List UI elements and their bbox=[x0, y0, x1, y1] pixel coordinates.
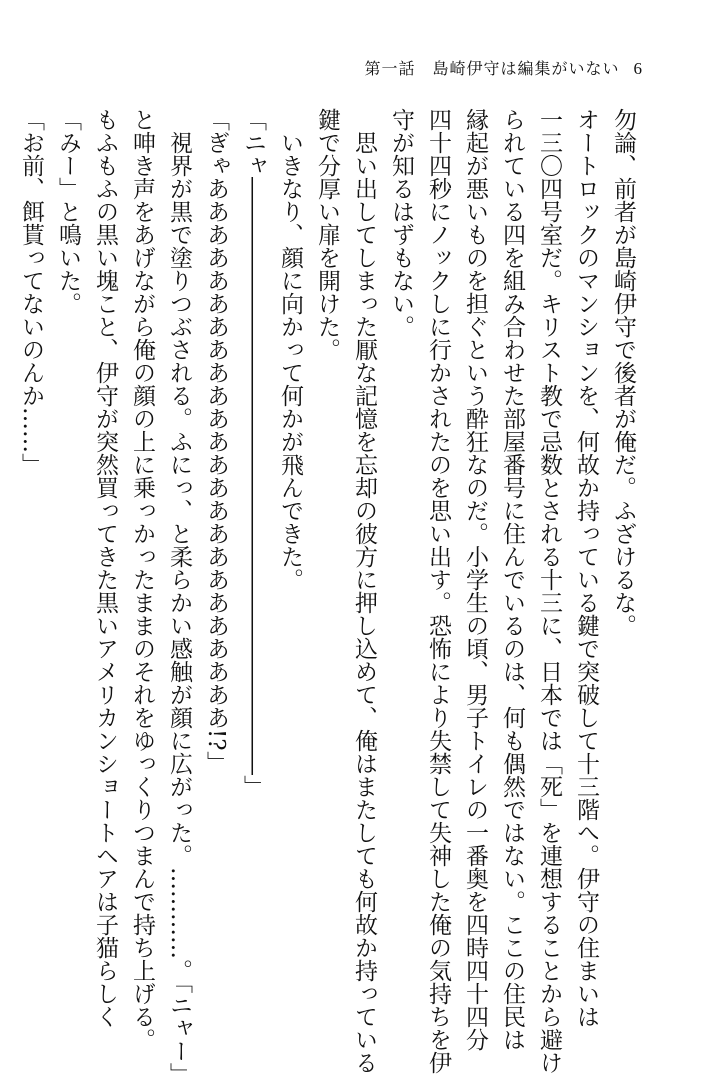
text-line: もふもふの黒い塊こと、伊守が突然買ってきた黒いアメリカンショートヘアは子猫らしく bbox=[92, 108, 118, 1028]
text-line: 視界が黒で塗りつぶされる。ふにっ、と柔らかい感触が顔に広がった。…………。「ニャー」 bbox=[166, 131, 192, 1086]
dialogue-line: 「ぎゃああああああああああああああああああああああああ!?」 bbox=[203, 108, 229, 774]
text-line: られている四を組み合わせた部屋番号に住んでいるのは、何も偶然ではない。ここの住民は bbox=[499, 108, 525, 1051]
text-line: いきなり、顔に向かって何かが飛んできた。 bbox=[277, 131, 303, 591]
text-line: と呻き声をあげながら俺の顔の上に乗っかったままのそれをゆっくりつまんで持ち上げる。 bbox=[129, 108, 155, 1051]
text-line: 縁起が悪いものを担ぐという酔狂なのだ。小学生の頃、男子トイレの一番奥を四時四十四分 bbox=[462, 108, 488, 1051]
text-line: 守が知るはずもない。 bbox=[388, 108, 414, 338]
text-line: オートロックのマンションを、何故か持っている鍵で突破して十三階へ。伊守の住まいは bbox=[573, 108, 599, 1028]
text-line: 勿論、前者が島崎伊守で後者が俺だ。ふざけるな。 bbox=[610, 108, 636, 637]
text-line: 一三〇四号室だ。キリスト教で忌数とされる十三に、日本では「死」を連想することから避け bbox=[536, 108, 562, 1074]
text-line: 「みー」と鳴いた。 bbox=[55, 108, 81, 315]
page-number: 6 bbox=[633, 59, 643, 78]
dialogue-line: 「お前、餌貰ってないのんか……」 bbox=[18, 108, 44, 476]
running-header bbox=[364, 56, 643, 79]
dialogue-line: 「ニャ――――――――――――――――――――――――――」 bbox=[240, 108, 266, 798]
vertical-body-text bbox=[18, 108, 641, 1086]
text-line: 思い出してしまった厭な記憶を忘却の彼方に押し込めて、俺はまたしても何故か持っている bbox=[351, 131, 377, 1074]
text-line: 鍵で分厚い扉を開けた。 bbox=[314, 108, 340, 361]
text-line: 四十四秒にノックしに行かされたのを思い出す。恐怖により失禁して失神した俺の気持ちを伊 bbox=[425, 108, 451, 1074]
chapter-title: 第一話 島崎伊守は編集がいない bbox=[364, 59, 620, 78]
